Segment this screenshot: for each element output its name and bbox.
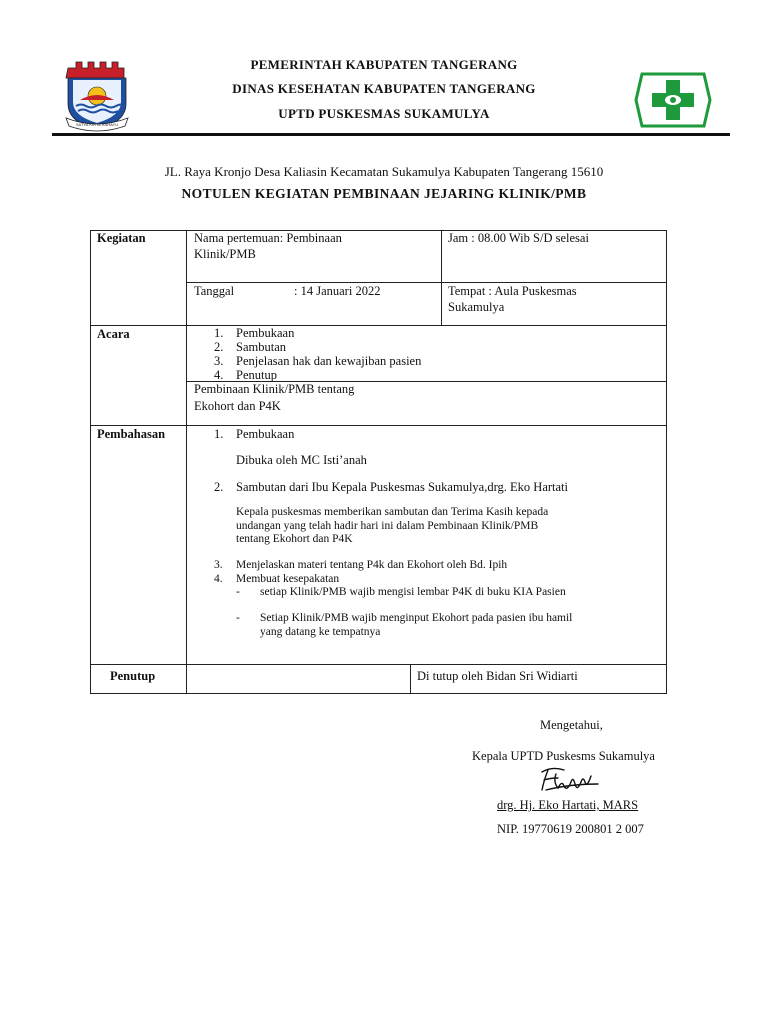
penutup-text: Di tutup oleh Bidan Sri Widiarti [417,669,578,683]
list-item-text: Penjelasan hak dan kewajiban pasien [236,354,422,368]
header-line-1: PEMERINTAH KABUPATEN TANGERANG [250,57,518,72]
address: JL. Raya Kronjo Desa Kaliasin Kecamatan Sukamulya Kabupaten Tangerang 15610 [164,164,604,179]
tanggal-value: : 14 Januari 2022 [294,284,381,298]
logo-motto: SATYA KIRTA RAHAYU [75,122,119,127]
kesepakatan-bullet-2 [236,612,572,639]
list-item [214,368,421,382]
detail-line-2: undangan yang telah hadir hari ini dalam Pembinaan Klinik/PMB [236,519,539,532]
kesepakatan-bullet-1 [236,586,566,600]
pembahasan-item-2-detail [236,506,548,547]
list-item-text: Sambutan [236,340,286,354]
jabatan: Kepala UPTD Puskesms Sukamulya [472,749,655,763]
nama-pertemuan-line-2: Klinik/PMB [194,247,256,261]
nama-pertemuan [194,230,342,262]
header-line-3: UPTD PUSKESMAS SUKAMULYA [278,106,490,121]
detail-line-1: Kepala puskesmas memberikan sambutan dan Terima Kasih kepada [236,506,549,518]
list-item [214,326,421,340]
signature-image [536,764,608,794]
header-divider [52,133,730,136]
minutes-table [90,230,667,694]
item-title: Sambutan dari Ibu Kepala Puskesmas Sukamulya,drg. Eko Hartati [236,480,568,494]
list-item-number: 2. [214,340,224,354]
pembahasan-label: Pembahasan [97,427,166,441]
pembahasan-item-3 [214,559,507,573]
header-line-2: DINAS KESEHATAN KABUPATEN TANGERANG [232,81,536,96]
tempat [448,283,577,315]
acara-label: Acara [97,327,130,341]
acara-list [214,326,421,382]
document-title: NOTULEN KEGIATAN PEMBINAAN JEJARING KLINIK/PMB [181,186,587,201]
tempat-line-2: Sukamulya [448,300,505,314]
item-number: 1. [214,427,224,441]
signatory-nip: NIP. 19770619 200801 2 007 [497,822,644,836]
topik [194,381,354,415]
bullet-mark: - [236,586,240,598]
item-title: Pembukaan [236,427,295,441]
list-item [214,354,421,368]
jam: Jam : 08.00 Wib S/D selesai [448,231,589,245]
list-item-number: 4. [214,368,224,382]
pembahasan-item-4 [214,573,339,587]
tempat-line-1: Tempat : Aula Puskesmas [448,284,577,298]
topik-line-1: Pembinaan Klinik/PMB tentang [194,382,355,396]
bullet-text: setiap Klinik/PMB wajib mengisi lembar P4K di buku KIA Pasien [260,586,566,598]
signatory-name: drg. Hj. Eko Hartati, MARS [497,798,639,812]
item-number: 3. [214,559,223,571]
tanggal-label: Tanggal [194,284,235,298]
bullet-mark: - [236,612,240,624]
bullet-text-line-1: Setiap Klinik/PMB wajib menginput Ekohort pada pasien ibu hamil [260,612,573,624]
list-item [214,340,421,354]
pembahasan-item-2 [214,479,568,495]
kegiatan-label: Kegiatan [97,231,146,245]
nama-pertemuan-line-1: Nama pertemuan: Pembinaan [194,231,342,245]
pembahasan-item-1 [214,426,294,442]
list-item-text: Pembukaan [236,326,295,340]
puskesmas-logo [634,72,712,128]
detail-line-3: tentang Ekohort dan P4K [236,533,353,545]
item-number: 4. [214,573,223,585]
pembahasan-item-1-detail: Dibuka oleh MC Isti’anah [236,453,367,467]
mengetahui: Mengetahui, [540,718,603,732]
list-item-number: 1. [214,326,224,340]
item-number: 2. [214,480,224,494]
list-item-text: Penutup [236,368,277,382]
list-item-number: 3. [214,354,224,368]
penutup-label: Penutup [110,669,156,683]
item-title: Membuat kesepakatan [236,573,340,585]
item-title: Menjelaskan materi tentang P4k dan Ekohort oleh Bd. Ipih [236,559,508,571]
bullet-text-line-2: yang datang ke tempatnya [260,625,381,638]
topik-line-2: Ekohort dan P4K [194,399,281,413]
